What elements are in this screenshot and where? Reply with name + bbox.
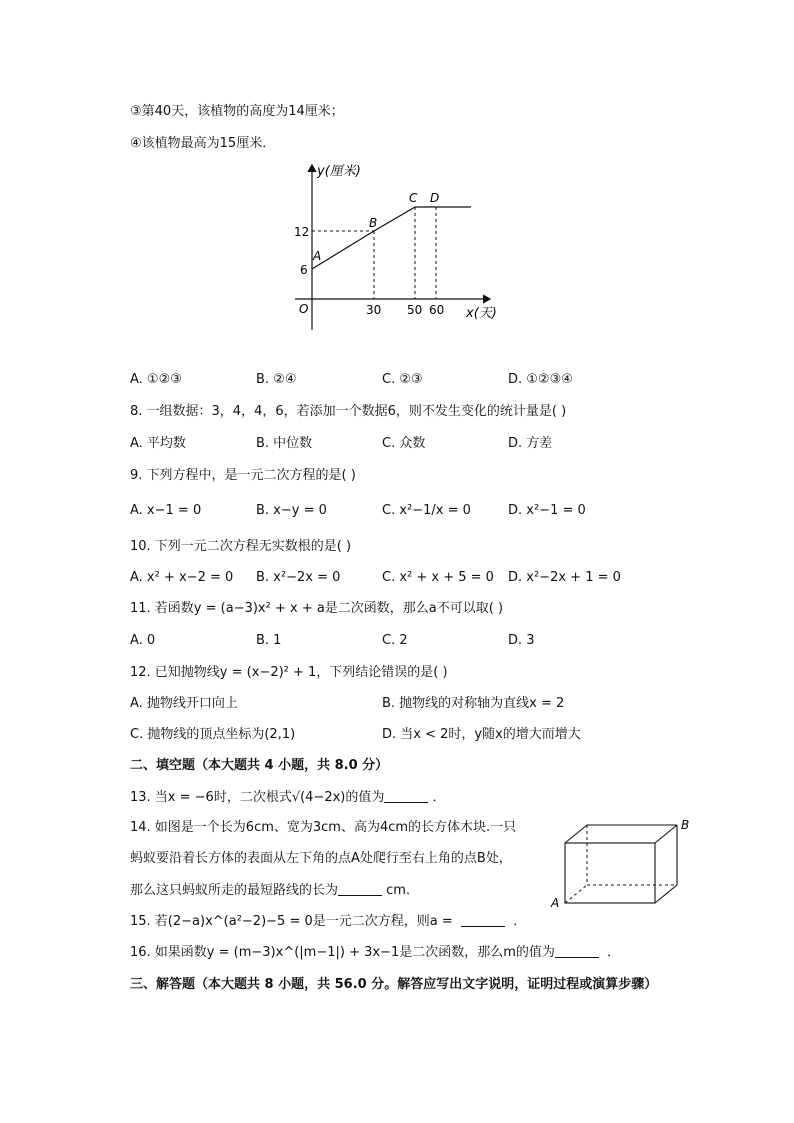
growth-graph — [285, 155, 515, 330]
point-b-label: B — [369, 216, 378, 230]
q10-option-c: C. x² + x + 5 = 0 — [382, 570, 494, 585]
q14-unit: cm． — [386, 883, 419, 898]
cuboid-front-face — [565, 843, 655, 903]
q8-option-b: B. 中位数 — [256, 436, 313, 451]
q15-line — [130, 912, 526, 932]
q11-option-c: C. 2 — [382, 633, 408, 648]
q16-stem: 16. 如果函数y = (m−3)x^(|m−1|) + 3x−1是二次函数，那么m的值为 — [130, 945, 555, 960]
q9-option-b: B. x−y = 0 — [256, 503, 327, 518]
q10-stem: 10. 下列一元二次方程无实数根的是( ) — [130, 539, 352, 554]
q12-stem: 12. 已知抛物线y = (x−2)² + 1，下列结论错误的是( ) — [130, 665, 448, 680]
statement-4: ④该植物最高为15厘米． — [130, 136, 276, 151]
q13-answer-blank[interactable] — [384, 788, 428, 803]
q8-option-a: A. 平均数 — [130, 436, 186, 451]
q14-line-3 — [130, 881, 419, 901]
x-tick-60: 60 — [429, 303, 445, 317]
x-axis-label: x(天) — [466, 306, 497, 321]
y-tick-6: 6 — [300, 263, 308, 277]
point-a-label: A — [313, 249, 322, 263]
section-2-heading: 二、填空题（本大题共 4 小题，共 8.0 分） — [130, 758, 389, 773]
q15-answer-blank[interactable] — [461, 912, 505, 927]
q11-option-a: A. 0 — [130, 633, 156, 648]
section-3-heading: 三、解答题（本大题共 8 小题，共 56.0 分。解答应写出文字说明，证明过程或演算步骤） — [130, 977, 658, 992]
q11-option-b: B. 1 — [256, 633, 282, 648]
q13-line — [130, 788, 446, 808]
cuboid-label-b: B — [681, 818, 690, 832]
x-tick-50: 50 — [407, 303, 423, 317]
q12-option-a: A. 抛物线开口向上 — [130, 696, 238, 711]
q13-stem: 13. 当x = −6时，二次根式√(4−2x)的值为 — [130, 790, 385, 805]
x-tick-30: 30 — [366, 303, 382, 317]
q9-option-a: A. x−1 = 0 — [130, 503, 202, 518]
point-d-label: D — [430, 191, 440, 205]
q11-stem: 11. 若函数y = (a−3)x² + x + a是二次函数，那么a不可以取( ) — [130, 601, 504, 616]
q8-stem: 8. 一组数据：3，4，4，6，若添加一个数据6，则不发生变化的统计量是( ) — [130, 404, 567, 419]
q11-option-d: D. 3 — [508, 633, 535, 648]
q9-stem: 9. 下列方程中，是一元二次方程的是( ) — [130, 468, 356, 483]
q14-line-3-text: 那么这只蚂蚁所走的最短路线的长为 — [130, 883, 339, 898]
cuboid-label-a: A — [551, 896, 560, 910]
q13-end: ． — [432, 790, 446, 805]
q8-option-c: C. 众数 — [382, 436, 426, 451]
q16-end: ． — [607, 945, 621, 960]
q9-option-c: C. x²−1/x = 0 — [382, 503, 471, 518]
q7-option-a: A. ①②③ — [130, 372, 182, 387]
q10-option-d: D. x²−2x + 1 = 0 — [508, 570, 621, 585]
q7-option-b: B. ②④ — [256, 372, 297, 387]
q7-option-c: C. ②③ — [382, 372, 423, 387]
q7-option-d: D. ①②③④ — [508, 372, 573, 387]
q10-option-a: A. x² + x−2 = 0 — [130, 570, 234, 585]
q16-answer-blank[interactable] — [555, 943, 599, 958]
q15-end: ． — [513, 914, 527, 929]
q16-line — [130, 943, 620, 963]
cuboid-figure — [545, 815, 695, 910]
growth-line — [312, 207, 471, 269]
point-c-label: C — [409, 191, 418, 205]
q10-option-b: B. x²−2x = 0 — [256, 570, 341, 585]
q15-stem: 15. 若(2−a)x^(a²−2)−5 = 0是一元二次方程，则a = — [130, 914, 453, 929]
q14-answer-blank[interactable] — [338, 881, 382, 896]
q12-option-d: D. 当x < 2时，y随x的增大而增大 — [382, 727, 581, 742]
q12-option-c: C. 抛物线的顶点坐标为(2,1) — [130, 727, 296, 742]
y-tick-12: 12 — [294, 225, 310, 239]
q14-line-2: 蚂蚁要沿着长方体的表面从左下角的点A处爬行至右上角的点B处， — [130, 851, 512, 866]
q12-option-b: B. 抛物线的对称轴为直线x = 2 — [382, 696, 565, 711]
statement-3: ③第40天，该植物的高度为14厘米； — [130, 104, 344, 119]
origin-label: O — [299, 302, 309, 316]
q9-option-d: D. x²−1 = 0 — [508, 503, 586, 518]
y-axis-label: y(厘米) — [317, 164, 361, 179]
q14-line-1: 14. 如图是一个长为6cm、宽为3cm、高为4cm的长方体木块.一只 — [130, 820, 517, 835]
q8-option-d: D. 方差 — [508, 436, 553, 451]
